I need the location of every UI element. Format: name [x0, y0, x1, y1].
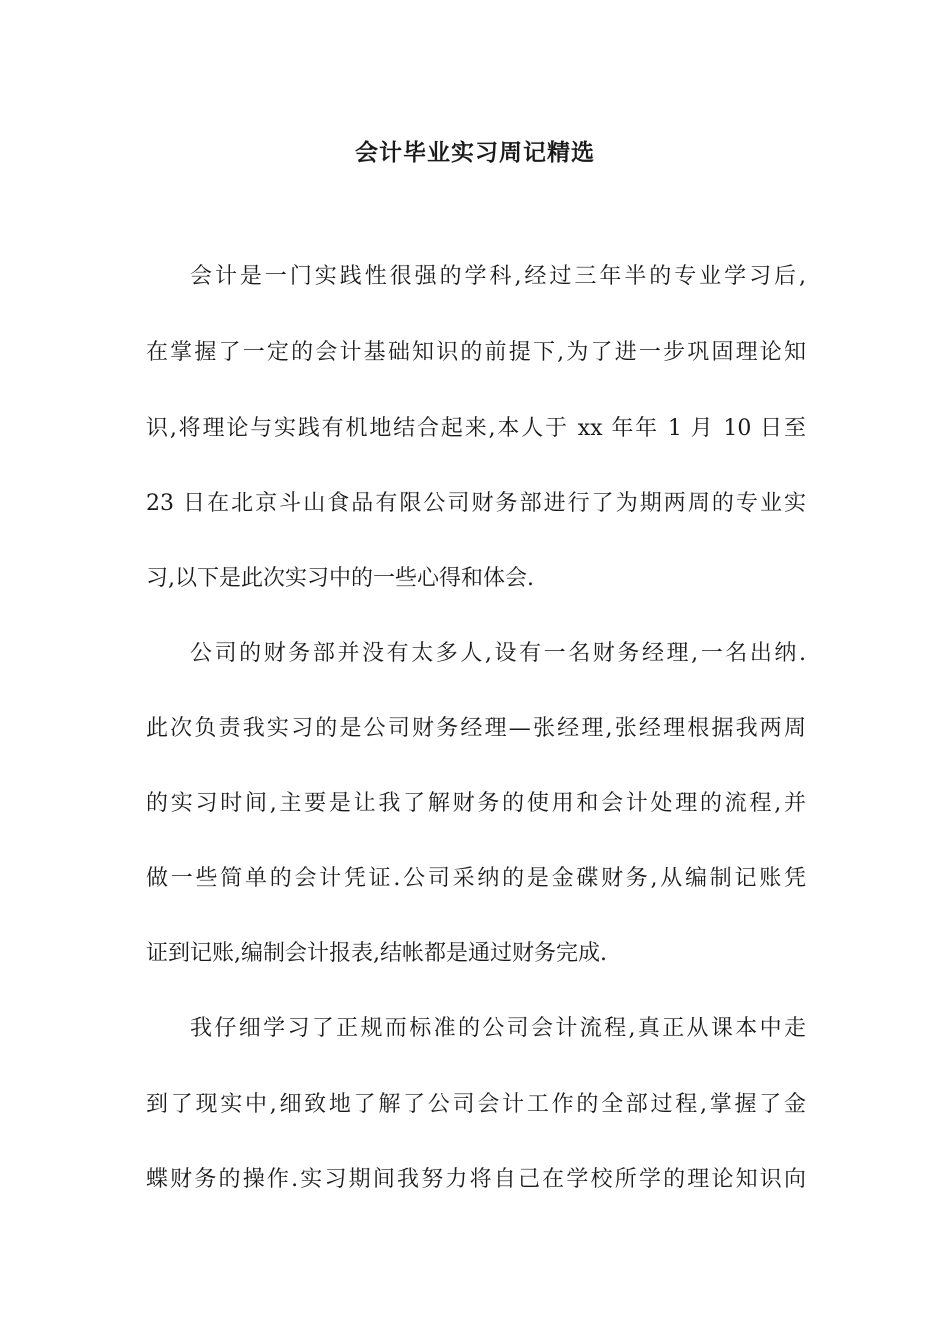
paragraph-1-line-1: 会计是一门实践性很强的学科,经过三年半的专业学习后, [190, 264, 806, 289]
paragraph-1-line-3: 识,将理论与实践有机地结合起来,本人于 xx 年年 1 月 10 日至 [146, 416, 806, 441]
paragraph-2-line-3: 的实习时间,主要是让我了解财务的使用和会计处理的流程,并 [146, 791, 806, 816]
paragraph-2-line-4: 做一些简单的会计凭证.公司采纳的是金碟财务,从编制记账凭 [146, 866, 806, 891]
paragraph-1-line-2: 在掌握了一定的会计基础知识的前提下,为了进一步巩固理论知 [146, 340, 806, 365]
paragraph-3-line-3: 蝶财务的操作.实习期间我努力将自己在学校所学的理论知识向 [146, 1167, 806, 1192]
paragraph-2-line-5: 证到记账,编制会计报表,结帐都是通过财务完成. [146, 941, 607, 966]
paragraph-3-line-2: 到了现实中,细致地了解了公司会计工作的全部过程,掌握了金 [146, 1092, 806, 1117]
paragraph-1-line-5: 习,以下是此次实习中的一些心得和体会. [146, 566, 534, 591]
paragraph-2-line-1: 公司的财务部并没有太多人,设有一名财务经理,一名出纳. [190, 641, 806, 666]
paragraph-3-line-1: 我仔细学习了正规而标准的公司会计流程,真正从课本中走 [190, 1016, 806, 1041]
paragraph-2-line-2: 此次负责我实习的是公司财务经理—张经理,张经理根据我两周 [146, 716, 806, 741]
paragraph-1-line-4: 23 日在北京斗山食品有限公司财务部进行了为期两周的专业实 [146, 491, 806, 516]
document-title: 会计毕业实习周记精选 [355, 139, 595, 166]
